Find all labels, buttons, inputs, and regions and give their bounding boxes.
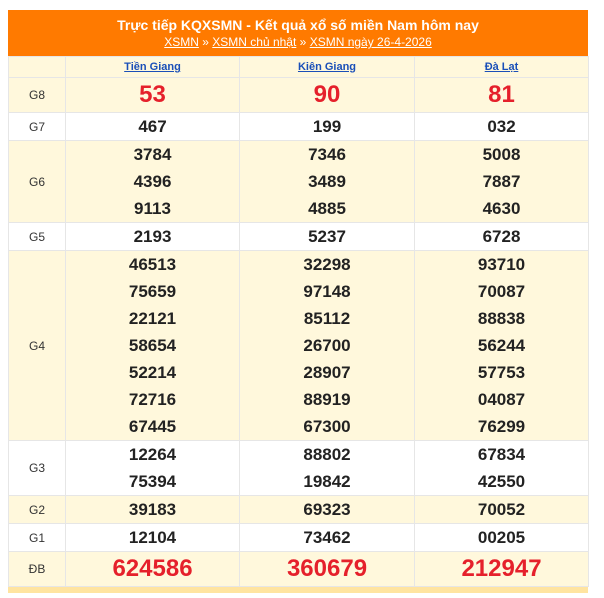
prize-row-g1: [9, 524, 589, 552]
result-cell: [66, 251, 240, 441]
result-number: 76299: [477, 417, 526, 436]
results-title: Trực tiếp KQXSMN - Kết quả xổ số miền Nam hôm nay: [117, 17, 479, 33]
breadcrumb-separator: »: [202, 35, 209, 49]
results-header: [8, 10, 588, 56]
highlight-number: 624586: [112, 555, 193, 582]
result-cell: [415, 223, 589, 251]
result-number: 32298: [303, 255, 351, 274]
result-number: 5008: [482, 145, 521, 164]
prize-row-g3: [9, 441, 589, 496]
result-cell: [240, 524, 415, 552]
table-bottom-bar: [8, 587, 588, 593]
result-number: 67445: [128, 417, 177, 436]
result-cell: [415, 141, 589, 223]
result-number: 75394: [128, 472, 177, 491]
result-cell: [240, 223, 415, 251]
prize-label: G4: [9, 251, 66, 441]
prize-row-g4: [9, 251, 589, 441]
result-cell: [240, 141, 415, 223]
province-link-tien-giang[interactable]: Tiền Giang: [124, 61, 181, 73]
prize-row-đb: [9, 552, 589, 587]
result-number: 26700: [303, 336, 351, 355]
result-number: 70087: [477, 282, 526, 301]
province-link-kien-giang[interactable]: Kiên Giang: [297, 61, 357, 73]
result-cell: [415, 251, 589, 441]
prize-label: G5: [9, 223, 66, 251]
result-cell: [66, 113, 240, 141]
prize-row-g8: [9, 78, 589, 113]
prize-label: G1: [9, 524, 66, 552]
result-number: 46513: [128, 255, 177, 274]
result-number: 032: [487, 117, 516, 136]
result-number: 70052: [477, 500, 526, 519]
result-number: 199: [312, 117, 342, 136]
province-header-row: [9, 57, 589, 78]
result-cell: [66, 552, 240, 587]
breadcrumb-separator: »: [299, 35, 307, 49]
result-number: 2193: [133, 227, 172, 246]
result-number: 72716: [128, 390, 177, 409]
province-link-da-lat[interactable]: Đà Lạt: [484, 61, 519, 73]
breadcrumb-xsmn[interactable]: XSMN: [164, 35, 199, 49]
result-number: 57753: [477, 363, 526, 382]
result-cell: [415, 552, 589, 587]
result-number: 04087: [477, 390, 526, 409]
prize-label: ĐB: [9, 552, 66, 587]
result-number: 93710: [477, 255, 526, 274]
result-number: 39183: [128, 500, 177, 519]
result-number: 7346: [308, 145, 346, 164]
result-number: 56244: [477, 336, 526, 355]
highlight-number: 81: [488, 81, 515, 108]
prize-row-g7: [9, 113, 589, 141]
result-cell: [66, 496, 240, 524]
result-number: 42550: [477, 472, 526, 491]
result-number: 69323: [303, 500, 351, 519]
result-number: 88802: [303, 445, 351, 464]
results-table: [8, 56, 589, 587]
result-number: 4885: [308, 199, 346, 218]
result-number: 28907: [303, 363, 351, 382]
result-cell: [240, 552, 415, 587]
breadcrumb-xsmn-date[interactable]: XSMN ngày 26-4-2026: [309, 35, 432, 49]
result-cell: [240, 496, 415, 524]
result-number: 3489: [308, 172, 346, 191]
result-number: 9113: [134, 199, 171, 218]
result-cell: [240, 441, 415, 496]
highlight-number: 212947: [461, 555, 542, 582]
result-number: 00205: [477, 528, 526, 547]
result-number: 22121: [128, 309, 177, 328]
result-number: 467: [138, 117, 167, 136]
result-cell: [66, 141, 240, 223]
prize-row-g5: [9, 223, 589, 251]
result-number: 19842: [303, 472, 351, 491]
result-number: 7887: [482, 172, 521, 191]
result-number: 4396: [133, 172, 172, 191]
result-cell: [66, 223, 240, 251]
result-cell: [415, 524, 589, 552]
prize-label-header: [9, 57, 66, 78]
result-number: 6728: [482, 227, 521, 246]
result-cell: [415, 78, 589, 113]
result-number: 75659: [128, 282, 177, 301]
result-number: 58654: [128, 336, 177, 355]
breadcrumb-xsmn-sunday[interactable]: XSMN chủ nhật: [212, 35, 297, 49]
result-number: 97148: [303, 282, 351, 301]
prize-label: G6: [9, 141, 66, 223]
result-number: 73462: [303, 528, 351, 547]
result-number: 12104: [128, 528, 177, 547]
result-number: 5237: [308, 227, 346, 246]
result-cell: [240, 78, 415, 113]
result-number: 85112: [303, 309, 351, 328]
result-number: 67834: [477, 445, 526, 464]
results-widget: [8, 10, 588, 593]
breadcrumb: [8, 34, 588, 50]
prize-label: G3: [9, 441, 66, 496]
result-cell: [66, 524, 240, 552]
result-number: 12264: [128, 445, 177, 464]
result-cell: [240, 113, 415, 141]
highlight-number: 360679: [286, 555, 368, 582]
result-cell: [66, 441, 240, 496]
prize-label: G7: [9, 113, 66, 141]
result-cell: [415, 113, 589, 141]
highlight-number: 53: [139, 81, 166, 108]
result-number: 52214: [128, 363, 177, 382]
result-number: 67300: [303, 417, 351, 436]
result-cell: [415, 496, 589, 524]
result-number: 4630: [482, 199, 521, 218]
result-cell: [240, 251, 415, 441]
result-number: 3784: [133, 145, 172, 164]
prize-label: G8: [9, 78, 66, 113]
prize-row-g2: [9, 496, 589, 524]
highlight-number: 90: [313, 81, 341, 108]
result-number: 88919: [303, 390, 351, 409]
result-number: 88838: [477, 309, 526, 328]
prize-row-g6: [9, 141, 589, 223]
result-cell: [66, 78, 240, 113]
result-cell: [415, 441, 589, 496]
prize-label: G2: [9, 496, 66, 524]
